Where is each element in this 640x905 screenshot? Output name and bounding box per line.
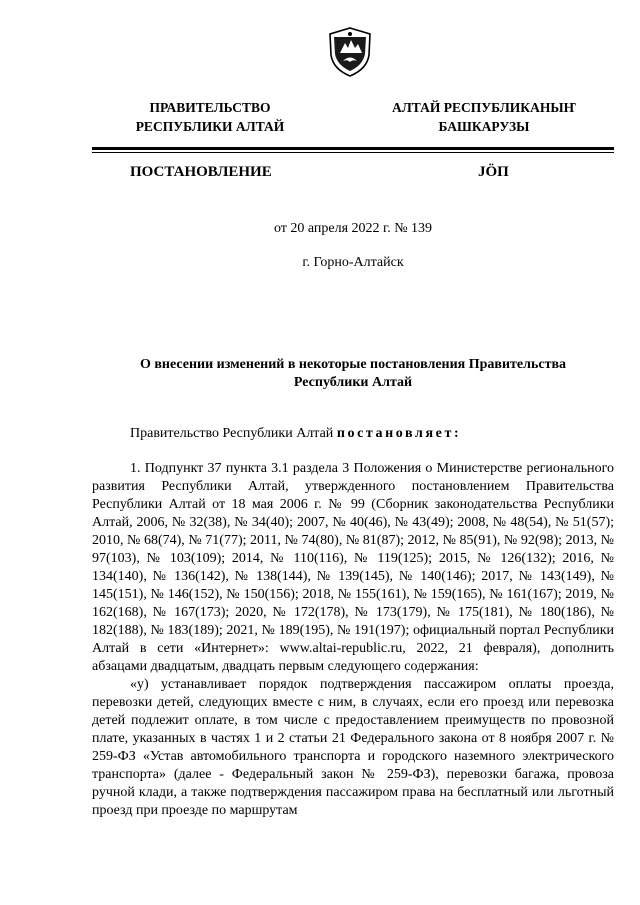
paragraph-2: «у) устанавливает порядок подтверждения пассажиром оплаты проезда, перевозки детей, следующих вместе с ним, в случаях, если его проезд или перевозка детей подлежит оплате, в том числе с предоставлением преимуществ по провозной плате, указанных в частях 1 и 2 статьи 21 Федерального закона от 8 ноября 2007 г. № 259-ФЗ «Устав автомобильного транспорта и городского наземного электрического транспорта» (далее - Федеральный закон № 259-ФЗ), перевозки багажа, провоза ручной клади, а также подтверждения пассажиром права на бесплатный или льготный проезд при проезде по маршрутам: [92, 677, 614, 818]
document-date-number: от 20 апреля 2022 г. № 139: [273, 221, 433, 236]
document-title-line1: О внесении изменений в некоторые постановления Правительства: [139, 357, 567, 372]
coat-of-arms-emblem: [327, 27, 373, 77]
header-divider-thick: [92, 147, 614, 150]
government-name-altai: [370, 98, 598, 136]
intro-emphasis: постановляет:: [336, 426, 462, 441]
intro-text: Правительство Республики Алтай: [130, 426, 337, 441]
document-city: г. Горно-Алтайск: [302, 255, 404, 270]
government-name-altai-line2: БАШКАРУЗЫ: [438, 119, 530, 134]
header-divider-thin: [92, 152, 614, 153]
government-name-line1: ПРАВИТЕЛЬСТВО: [149, 100, 271, 115]
document-title: [108, 356, 598, 392]
document-type-altai: JÖП: [478, 164, 509, 180]
document-type-russian: ПОСТАНОВЛЕНИЕ: [130, 164, 272, 180]
document-title-line2: Республики Алтай: [293, 375, 413, 390]
government-name-russian: [108, 98, 312, 136]
government-name-altai-line1: АЛТАЙ РЕСПУБЛИКАНЫҤ: [391, 100, 577, 115]
government-name-line2: РЕСПУБЛИКИ АЛТАЙ: [135, 119, 285, 134]
intro-sentence: [130, 425, 461, 443]
document-body: [92, 460, 614, 820]
paragraph-1: 1. Подпункт 37 пункта 3.1 раздела 3 Положения о Министерстве регионального развития Республики Алтай, утвержденного постановлением Правительства Республики Алтай от 18 мая 2006 г. № 99 (Сборник законодательства Республики Алтай, 2006, № 32(38), № 34(40); 2007, № 40(46), № 43(49); 2008, № 48(54), № 51(57); 2010, № 68(74), № 71(77); 2011, № 74(80), № 81(87); 2012, № 85(91), № 92(98); 2013, № 97(103), № 103(109); 2014, № 110(116), № 119(125); 2015, № 126(132); 2016, № 134(140), № 136(142), № 138(144), № 139(145), № 140(146); 2017, № 143(149), № 145(151), № 146(152), № 150(156); 2018, № 155(161), № 159(165), № 161(167); 2019, № 162(168), № 167(173); 2020, № 172(178), № 173(179), № 175(181), № 180(186), № 182(188), № 183(189); 2021, № 189(195), № 191(197); официальный портал Республики Алтай в сети «Интернет»: www.altai-republic.ru, 2022, 21 февраля), дополнить абзацами двадцатым, двадцать первым следующего содержания:: [92, 461, 614, 674]
